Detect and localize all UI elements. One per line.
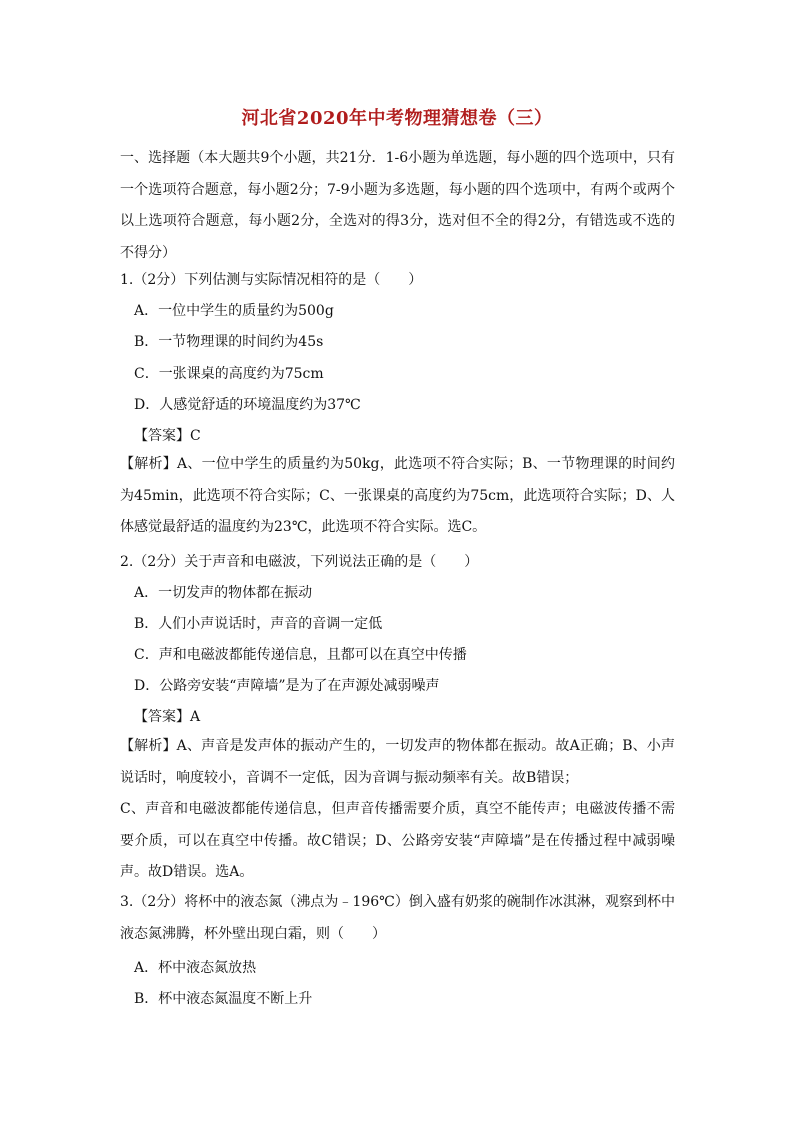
question-2-option-a: A．一切发声的物体都在振动 xyxy=(134,585,313,601)
question-3-option-a: A．杯中液态氮放热 xyxy=(134,960,257,976)
question-1-option-d: D．人感觉舒适的环境温度约为37℃ xyxy=(134,397,361,413)
question-2-option-c: C．声和电磁波都能传递信息，且都可以在真空中传播 xyxy=(134,647,467,663)
section-heading: 一、选择题（本大题共9个小题，共21分．1-6小题为单选题，每小题的四个选项中，只有一个选项符合题意，每小题2分；7-9小题为多选题，每小题的四个选项中，有两个或两个以上选项符合题意，每小题2分，全选对的得3分，选对但不全的得2分，有错选或不选的不得分） xyxy=(120,150,675,261)
question-1-option-b: B．一节物理课的时间约为45s xyxy=(134,334,324,350)
question-1-option-c: C．一张课桌的高度约为75cm xyxy=(134,366,324,382)
question-2-stem: 2.（2分）关于声音和电磁波，下列说法正确的是（ ） xyxy=(120,554,479,570)
question-3-option-b: B．杯中液态氮温度不断上升 xyxy=(134,991,313,1007)
question-1-answer: 【答案】C xyxy=(134,428,201,444)
question-2-option-b: B．人们小声说话时，声音的音调一定低 xyxy=(134,616,383,632)
question-1-option-a: A．一位中学生的质量约为500g xyxy=(134,303,334,319)
page-title: 河北省2020年中考物理猜想卷（三） xyxy=(241,108,553,129)
question-2-analysis-2: C、声音和电磁波都能传递信息，但声音传播需要介质，真空不能传声；电磁波传播不需要介质，可以在真空中传播。故C错误；D、公路旁安装“声障墙”是在传播过程中减弱噪声。故D错误。选A。 xyxy=(120,801,675,880)
question-3-stem: 3.（2分）将杯中的液态氮（沸点为﹣196℃）倒入盛有奶浆的碗制作冰淇淋，观察到杯中液态氮沸腾，杯外壁出现白霜，则（ ） xyxy=(120,894,675,942)
question-2-answer: 【答案】A xyxy=(134,709,201,725)
question-2-option-d: D．公路旁安装“声障墙”是为了在声源处减弱噪声 xyxy=(134,678,440,694)
question-2-analysis-1: 【解析】A、声音是发声体的振动产生的，一切发声的物体都在振动。故A正确；B、小声说话时，响度较小，音调不一定低，因为音调与振动频率有关。故B错误； xyxy=(120,738,675,786)
question-1-analysis: 【解析】A、一位中学生的质量约为50kg，此选项不符合实际；B、一节物理课的时间约为45min，此选项不符合实际；C、一张课桌的高度约为75cm，此选项符合实际；D、人体感觉最舒适的温度约为23℃，此选项不符合实际。选C。 xyxy=(120,456,675,535)
question-1-stem: 1.（2分）下列估测与实际情况相符的是（ ） xyxy=(120,272,423,288)
